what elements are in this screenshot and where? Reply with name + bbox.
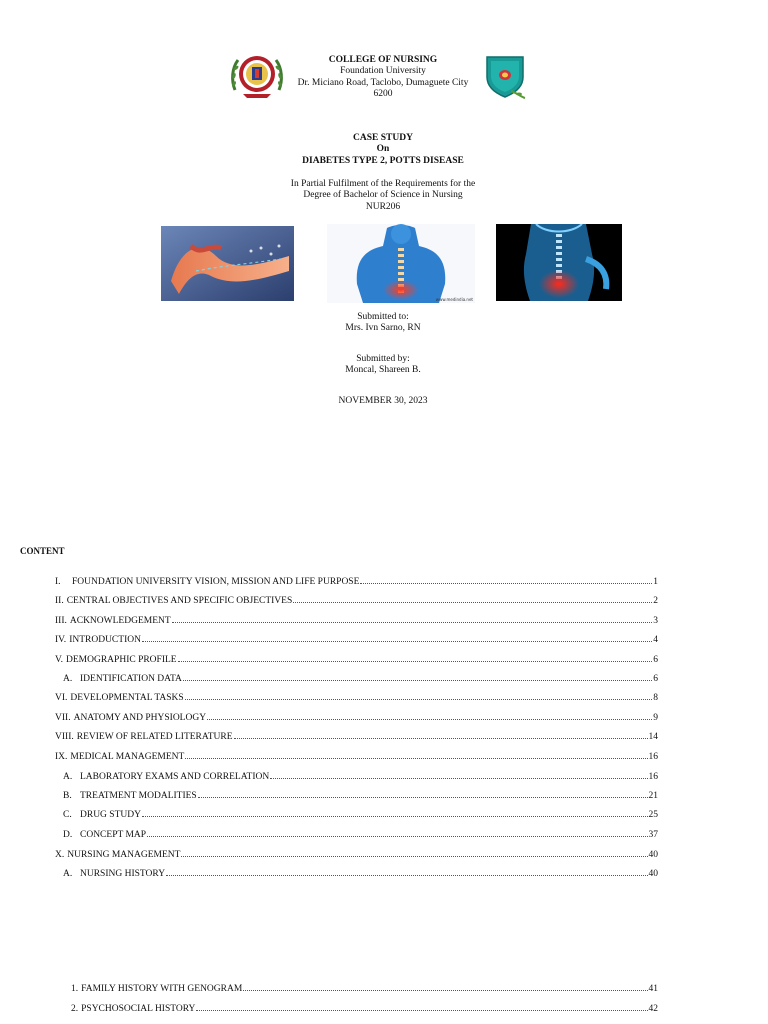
toc-marker: VIII. — [55, 732, 74, 742]
toc-marker: A. — [63, 869, 73, 879]
toc-leader — [142, 808, 648, 817]
toc-marker: 2. — [71, 1004, 79, 1014]
submission-date: NOVEMBER 30, 2023 — [338, 396, 428, 406]
university-name: Foundation University — [340, 66, 426, 77]
toc-page-number: 40 — [648, 869, 658, 879]
toc-entry[interactable] — [55, 848, 658, 861]
case-study-title — [233, 133, 533, 167]
toc-label: TREATMENT MODALITIES — [80, 791, 197, 801]
toc-label: MEDICAL MANAGEMENT — [70, 752, 185, 762]
toc-label: IDENTIFICATION DATA — [80, 674, 182, 684]
toc-label: PSYCHOSOCIAL HISTORY — [81, 1004, 196, 1014]
toc-page-number: 41 — [648, 984, 658, 994]
toc-entry[interactable] — [63, 770, 658, 783]
toc-leader — [196, 1002, 647, 1011]
toc-label: NURSING MANAGEMENT — [67, 850, 181, 860]
case-study-label: CASE STUDY — [353, 133, 413, 143]
toc-page-number: 25 — [648, 810, 658, 820]
toc-marker: X. — [55, 850, 65, 860]
toc-label: ANATOMY AND PHYSIOLOGY — [73, 713, 207, 723]
spine-back-illustration — [327, 224, 475, 303]
toc-label: DEMOGRAPHIC PROFILE — [66, 655, 177, 665]
toc-leader — [198, 789, 648, 798]
toc-leader — [183, 672, 652, 681]
submitted-to-name: Mrs. Ivn Sarno, RN — [345, 323, 421, 334]
toc-leader — [142, 633, 652, 642]
toc-marker: IV. — [55, 635, 67, 645]
toc-page-number: 21 — [648, 791, 658, 801]
toc-marker: I. — [55, 577, 61, 587]
toc-page-number: 4 — [653, 635, 658, 645]
submitted-by-label: Submitted by: — [356, 354, 410, 364]
course-code: NUR206 — [365, 201, 401, 212]
university-seal-logo — [229, 50, 285, 100]
toc-marker: IX. — [55, 752, 68, 762]
toc-marker: A. — [63, 772, 73, 782]
toc-label: FOUNDATION UNIVERSITY VISION, MISSION AND LIFE PURPOSE — [72, 577, 360, 587]
submitted-to-label: Submitted to: — [357, 312, 409, 322]
toc-label: DRUG STUDY — [80, 810, 141, 820]
toc-entry[interactable] — [63, 867, 658, 880]
toc-entry[interactable] — [71, 982, 658, 995]
toc-page-number: 42 — [648, 1004, 658, 1014]
submitted-to-block — [233, 312, 533, 335]
toc-entry[interactable] — [55, 653, 658, 666]
toc-leader — [207, 711, 652, 720]
toc-entry[interactable] — [55, 614, 658, 627]
toc-marker: VI. — [55, 693, 68, 703]
toc-leader — [270, 770, 647, 779]
toc-page-number: 8 — [653, 693, 658, 703]
toc-marker: C. — [63, 810, 72, 820]
toc-marker: V. — [55, 655, 64, 665]
toc-page-number: 40 — [648, 850, 658, 860]
toc-marker: A. — [63, 674, 73, 684]
toc-page-number: 9 — [653, 713, 658, 723]
toc-marker: 1. — [71, 984, 79, 994]
toc-page-number: 6 — [653, 655, 658, 665]
toc-label: DEVELOPMENTAL TASKS — [70, 693, 184, 703]
toc-label: CENTRAL OBJECTIVES AND SPECIFIC OBJECTIVES — [66, 596, 293, 606]
requirement-line-1: In Partial Fulfilment of the Requirements for the — [290, 179, 476, 189]
toc-marker: D. — [63, 830, 73, 840]
toc-leader — [360, 575, 652, 584]
toc-marker: B. — [63, 791, 72, 801]
toc-page-number: 16 — [648, 752, 658, 762]
submitted-by-name: Moncal, Shareen B. — [345, 365, 421, 376]
toc-label: ACKNOWLEDGEMENT — [69, 616, 171, 626]
toc-page-number: 1 — [653, 577, 658, 587]
toc-leader — [293, 594, 652, 603]
toc-leader — [185, 691, 653, 700]
toc-entry[interactable] — [63, 808, 658, 821]
requirement-statement — [233, 179, 533, 213]
toc-page-number: 16 — [648, 772, 658, 782]
college-name: COLLEGE OF NURSING — [328, 55, 438, 65]
college-header — [283, 55, 483, 101]
toc-marker: II. — [55, 596, 64, 606]
toc-leader — [147, 828, 647, 837]
toc-entry[interactable] — [71, 1002, 658, 1015]
toc-page-number: 37 — [648, 830, 658, 840]
college-of-nursing-seal-logo — [481, 53, 529, 99]
toc-entry[interactable] — [55, 691, 658, 704]
toc-entry[interactable] — [55, 750, 658, 763]
toc-page-number: 2 — [653, 596, 658, 606]
toc-entry[interactable] — [63, 789, 658, 802]
toc-heading: CONTENT — [20, 546, 65, 556]
submitted-by-block — [233, 354, 533, 377]
toc-leader — [178, 653, 653, 662]
toc-entry[interactable] — [55, 594, 658, 607]
toc-leader — [234, 730, 648, 739]
case-study-topic: DIABETES TYPE 2, POTTS DISEASE — [302, 155, 464, 166]
image-credit: www.medindia.net — [435, 297, 473, 302]
toc-entry[interactable] — [55, 730, 658, 743]
requirement-line-2: Degree of Bachelor of Science in Nursing — [303, 190, 463, 201]
toc-page-number: 14 — [648, 732, 658, 742]
university-zip: 6200 — [373, 89, 393, 100]
toc-label: LABORATORY EXAMS AND CORRELATION — [80, 772, 270, 782]
toc-marker: III. — [55, 616, 67, 626]
toc-label: FAMILY HISTORY WITH GENOGRAM — [81, 984, 243, 994]
toc-label: REVIEW OF RELATED LITERATURE — [76, 732, 233, 742]
toc-entry[interactable] — [55, 575, 658, 588]
case-study-on: On — [376, 144, 390, 155]
toc-entry[interactable] — [55, 633, 658, 646]
toc-label: INTRODUCTION — [69, 635, 141, 645]
toc-leader — [166, 867, 647, 876]
toc-entry[interactable] — [63, 672, 658, 685]
toc-marker: VII. — [55, 713, 71, 723]
toc-leader — [172, 614, 653, 623]
toc-entry[interactable] — [63, 828, 658, 841]
toc-leader — [243, 982, 647, 991]
pancreas-illustration — [161, 226, 294, 301]
lower-back-pain-illustration — [496, 224, 622, 301]
university-address: Dr. Miciano Road, Taclobo, Dumaguete City — [297, 77, 469, 88]
toc-leader — [185, 750, 647, 759]
toc-leader — [181, 848, 647, 857]
toc-page-number: 6 — [653, 674, 658, 684]
toc-label: NURSING HISTORY — [80, 869, 166, 879]
toc-entry[interactable] — [55, 711, 658, 724]
toc-page-number: 3 — [653, 616, 658, 626]
toc-label: CONCEPT MAP — [80, 830, 147, 840]
